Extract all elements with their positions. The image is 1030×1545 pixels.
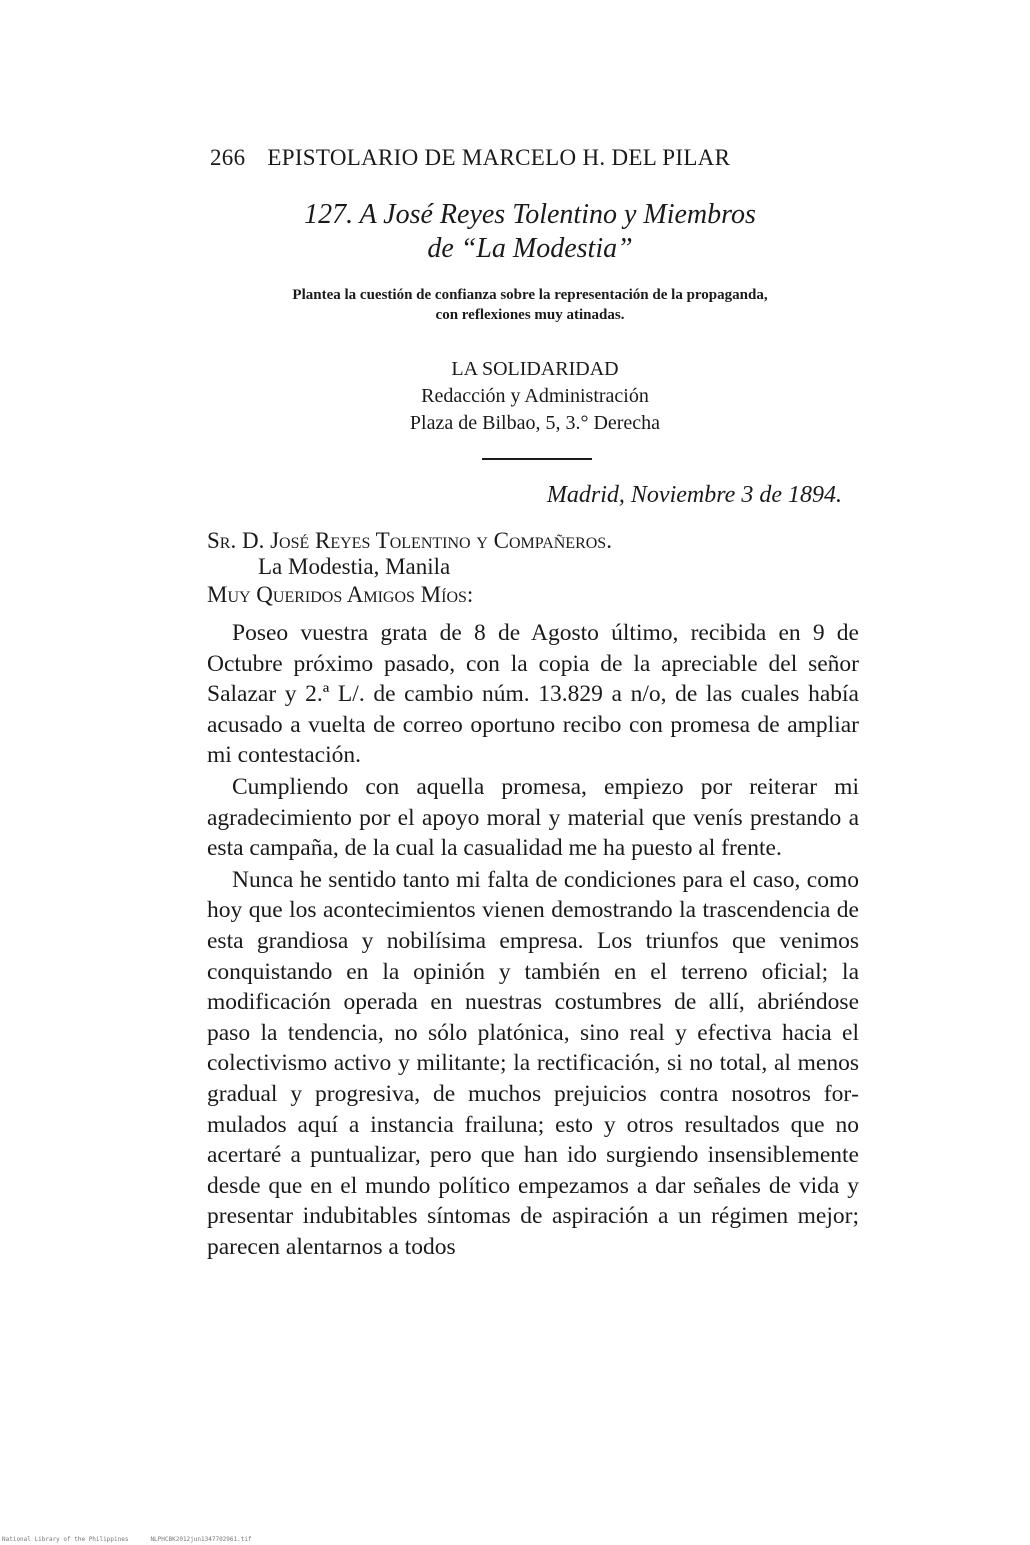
dateline: Madrid, Noviembre 3 de 1894. xyxy=(546,482,842,508)
separator-rule xyxy=(482,458,592,460)
letter-summary xyxy=(160,285,900,325)
body-paragraph-2: Cumpliendo con aquella promesa, empiezo por reiterar mi agradecimiento por el apoyo moral y material que venís prestando a esta campaña, de la cual la casualidad me ha puesto al frente. xyxy=(207,773,859,862)
body-paragraph-1: Poseo vuestra grata de 8 de Agosto último, recibida en 9 de Octubre próximo pasado, con la copia de la apreciable del señor Salazar y 2.ª L/. de cambio núm. 13.829 a n/o, de las cuales había acusado a vuelta de correo oportuno recibo con promesa de ampliar mi contestación. xyxy=(207,620,859,769)
letter-title-line-1: 127. A José Reyes Tolentino y Miembros xyxy=(304,199,756,230)
addressee-line-2: La Modestia, Manila xyxy=(258,554,451,579)
letter-body xyxy=(207,618,859,1263)
footer-library: National Library of the Philippines xyxy=(2,1536,129,1543)
letterhead-name: LA SOLIDARIDAD xyxy=(451,358,619,380)
footer-file-id: NLPHCBK2012jun1347702961.tif xyxy=(150,1536,252,1543)
letter-title xyxy=(150,198,910,266)
salutation: Muy Queridos Amigos Míos: xyxy=(207,582,474,607)
summary-line-2: con reflexiones muy atinadas. xyxy=(435,307,625,323)
letterhead xyxy=(300,356,770,437)
body-paragraph-3: Nunca he sentido tanto mi falta de condiciones para el caso, como hoy que los acontecimientos vienen demostrando la trascendencia de esta grandiosa y nobilísima empresa. Los triunfos que venimos conquistando en la opinión y también en el terreno oficial; la modificación operada en nuestras costumbres de allí, abriéndose paso la tendencia, no sólo platónica, sino real y efectiva hacia el colectivismo activo y militante; la rectificación, si no total, al menos gradual y progresiva, de muchos prejuicios contra nosotros formulados aquí a instancia frailuna; esto y otros resultados que no acertaré a puntualizar, pero que han ido surgiendo insensiblemente desde que en el mundo político empezamos a dar señales de vida y presentar indubitables síntomas de aspiración a un régimen mejor; parecen alentarnos a todos xyxy=(207,866,859,1260)
book-title: EPISTOLARIO DE MARCELO H. DEL PILAR xyxy=(267,145,731,170)
letterhead-address: Plaza de Bilbao, 5, 3.° Derecha xyxy=(409,412,661,434)
summary-line-1: Plantea la cuestión de confianza sobre la representación de la propaganda, xyxy=(292,287,768,303)
letterhead-dept: Redacción y Administración xyxy=(421,385,649,407)
addressee-line-1: Sr. D. José Reyes Tolentino y Compañeros. xyxy=(207,528,612,553)
page-number: 266 xyxy=(210,145,246,170)
letter-title-line-2: de “La Modestia” xyxy=(427,233,633,264)
running-head xyxy=(210,145,730,171)
scan-footer xyxy=(2,1536,274,1543)
